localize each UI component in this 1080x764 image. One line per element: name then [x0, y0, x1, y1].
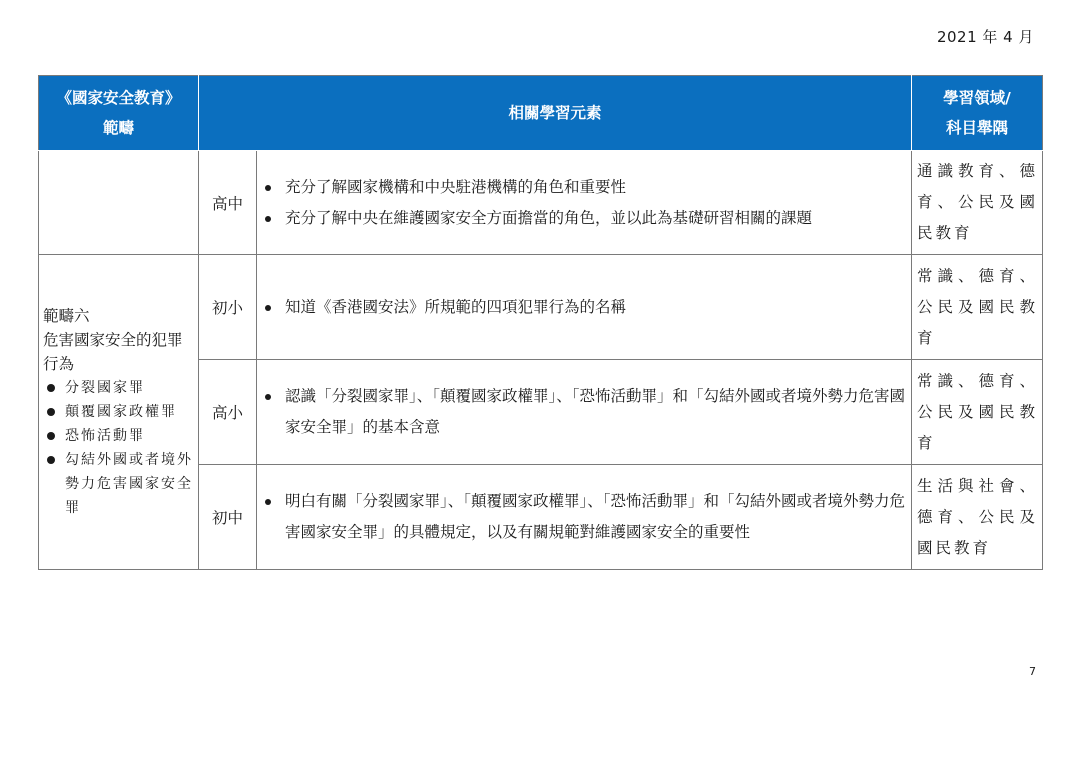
elements-cell	[257, 151, 912, 255]
header-area-line2: 科目舉隅	[946, 119, 1009, 137]
curriculum-table	[38, 75, 1043, 570]
bullet-icon	[47, 456, 55, 464]
element-text: 明白有關「分裂國家罪」、「顛覆國家政權罪」、「恐怖活動罪」和「勾結外國或者境外勢力危害國家安全罪」的具體規定，以及有關規範對維護國家安全的重要性	[285, 492, 906, 541]
element-item	[263, 381, 907, 443]
area-cell: 常識、德育、公民及國民教育	[912, 255, 1043, 360]
elements-cell	[257, 360, 912, 465]
header-elements: 相關學習元素	[199, 76, 912, 151]
table-row	[39, 255, 1043, 360]
page-number: 7	[1029, 665, 1036, 678]
scope-item: 分裂國家罪	[43, 376, 194, 400]
element-text: 充分了解中央在維護國家安全方面擔當的角色，並以此為基礎研習相關的課題	[285, 208, 813, 227]
bullet-icon	[47, 408, 55, 416]
bullet-icon	[265, 499, 271, 505]
scope-item: 顛覆國家政權罪	[43, 400, 194, 424]
header-scope-line1: 《國家安全教育》	[56, 89, 181, 107]
header-scope	[39, 76, 199, 151]
element-text: 充分了解國家機構和中央駐港機構的角色和重要性	[285, 177, 627, 196]
element-item	[263, 292, 907, 323]
scope-subtitle: 危害國家安全的犯罪行為	[43, 331, 183, 373]
level-cell: 高中	[199, 151, 257, 255]
header-area-line1: 學習領域/	[943, 89, 1011, 107]
elements-cell	[257, 465, 912, 570]
elements-cell	[257, 255, 912, 360]
bullet-icon	[265, 216, 271, 222]
scope-cell-empty	[39, 151, 199, 255]
bullet-icon	[47, 384, 55, 392]
element-item	[263, 203, 907, 234]
header-area	[912, 76, 1043, 151]
scope-cell	[39, 255, 199, 570]
bullet-icon	[265, 394, 271, 400]
level-cell: 高小	[199, 360, 257, 465]
area-cell: 通識教育、德育、公民及國民教育	[912, 151, 1043, 255]
table-row	[39, 151, 1043, 255]
scope-item: 勾結外國或者境外勢力危害國家安全罪	[43, 448, 194, 520]
level-cell: 初小	[199, 255, 257, 360]
element-item	[263, 172, 907, 203]
element-item	[263, 486, 907, 548]
bullet-icon	[47, 432, 55, 440]
level-cell: 初中	[199, 465, 257, 570]
scope-title: 範疇六	[43, 307, 90, 325]
bullet-icon	[265, 185, 271, 191]
document-date: 2021 年 4 月	[936, 28, 1034, 46]
header-scope-line2: 範疇	[102, 119, 134, 137]
element-text: 知道《香港國安法》所規範的四項犯罪行為的名稱	[285, 297, 627, 316]
area-cell: 生活與社會、德育、公民及國民教育	[912, 465, 1043, 570]
area-cell: 常識、德育、公民及國民教育	[912, 360, 1043, 465]
scope-item: 恐怖活動罪	[43, 424, 194, 448]
element-text: 認識「分裂國家罪」、「顛覆國家政權罪」、「恐怖活動罪」和「勾結外國或者境外勢力危害國家安全罪」的基本含意	[285, 387, 906, 436]
table-header-row	[39, 76, 1043, 151]
bullet-icon	[265, 305, 271, 311]
